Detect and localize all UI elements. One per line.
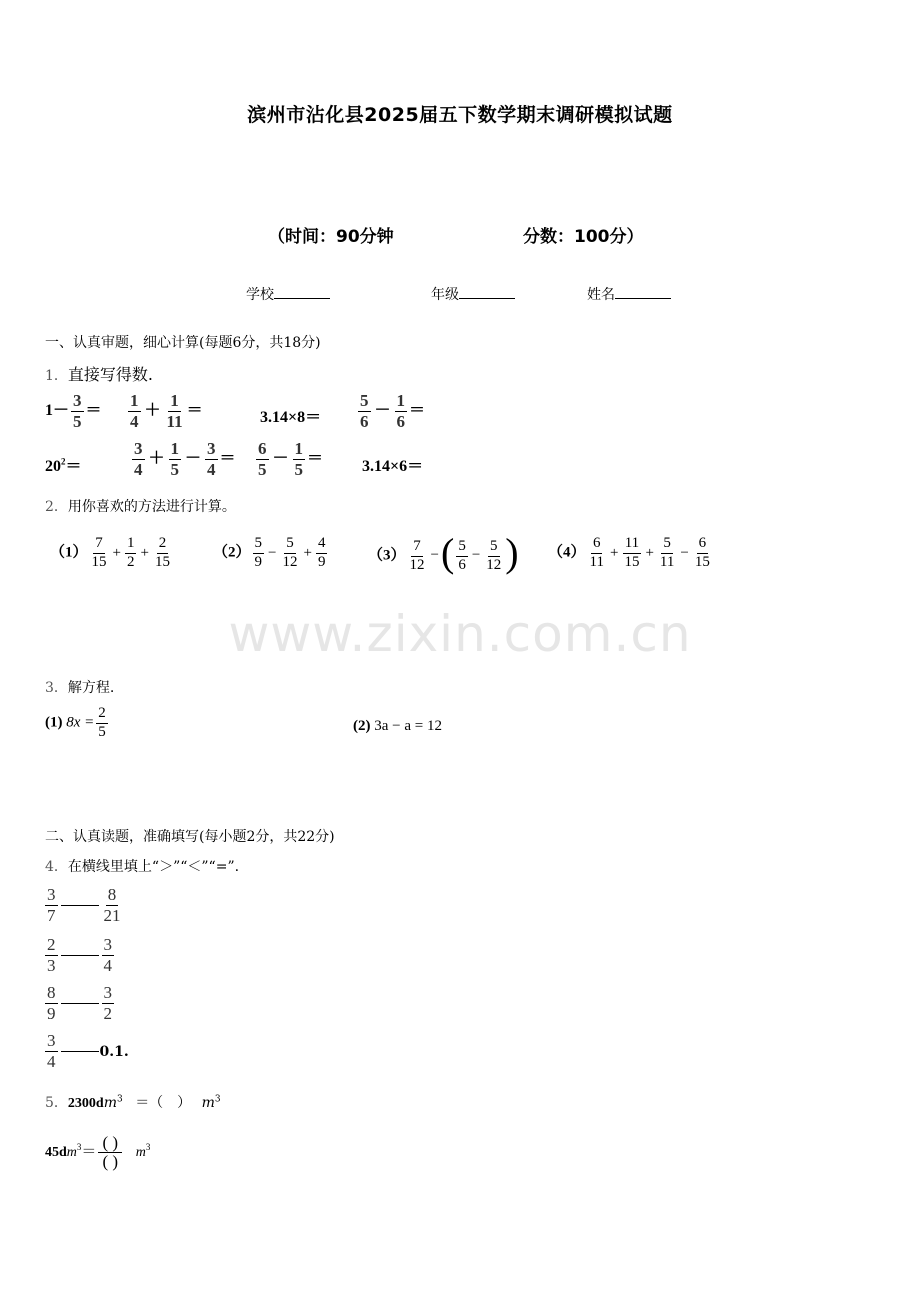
- question-number: 3．: [45, 680, 68, 696]
- operator: +: [140, 544, 149, 561]
- fraction: [205, 440, 218, 479]
- denominator: 15: [694, 553, 710, 570]
- volume-value: 45d: [45, 1144, 67, 1160]
- compare-row: [43, 936, 116, 975]
- numerator: 1: [294, 439, 304, 458]
- school-label: 学校: [246, 287, 274, 303]
- numerator: 8: [107, 885, 117, 904]
- question-number: 5．: [45, 1095, 68, 1111]
- operator: －: [185, 450, 202, 468]
- numerator: 1: [130, 391, 139, 410]
- denominator: 5: [258, 459, 267, 479]
- numerator: 6: [697, 536, 709, 554]
- operator: −: [471, 547, 481, 564]
- equation-label: (2): [353, 718, 371, 734]
- exponent: 3: [76, 1141, 82, 1152]
- expr-text: 1－: [45, 402, 70, 420]
- numerator: 6: [258, 439, 267, 458]
- expr-3: 3.14×8＝: [260, 409, 322, 426]
- question-3: [45, 677, 114, 697]
- numerator: 5: [488, 539, 500, 557]
- operator: −: [430, 547, 439, 564]
- denominator: 5: [294, 459, 304, 479]
- unit: m: [135, 1144, 146, 1160]
- numerator: 1: [170, 391, 179, 410]
- watermark: www.zixin.com.cn: [228, 605, 692, 663]
- fraction: [102, 886, 123, 925]
- equals: ＝: [81, 1143, 97, 1160]
- denominator: 4: [47, 1051, 56, 1071]
- denominator: 11: [589, 553, 604, 570]
- equals: ＝: [186, 402, 203, 420]
- numerator: 3: [47, 885, 56, 904]
- denominator: 4: [103, 955, 112, 975]
- fraction: [622, 536, 641, 571]
- fraction: [293, 440, 306, 479]
- denominator: 5: [170, 459, 180, 479]
- compare-row: [43, 1032, 129, 1071]
- denominator: 4: [130, 411, 139, 431]
- numerator: 6: [591, 536, 603, 554]
- calc-label: （1）: [50, 544, 88, 561]
- equation-2: [353, 718, 442, 735]
- grade-label: 年级: [431, 287, 459, 303]
- numerator: 2: [47, 935, 56, 954]
- equals: ＝: [85, 402, 102, 420]
- answer-blank[interactable]: [61, 1051, 99, 1052]
- page-title: 滨州市沾化县2025届五下数学期末调研模拟试题: [247, 104, 673, 126]
- fraction: [316, 536, 328, 571]
- equation-lhs: 8x =: [66, 714, 95, 731]
- denominator: 2: [126, 553, 135, 570]
- expr-5: [45, 453, 82, 476]
- question-text: 解方程.: [67, 680, 115, 696]
- denominator: 11: [659, 553, 675, 570]
- numerator: 1: [170, 439, 180, 458]
- calc-label: （3）: [368, 547, 406, 564]
- compare-row: [43, 984, 116, 1023]
- numerator: 1: [125, 536, 137, 554]
- fraction: [132, 440, 145, 479]
- operator: −: [268, 544, 277, 561]
- operator: +: [112, 544, 121, 561]
- operator: －: [374, 402, 391, 420]
- numerator: 5: [253, 536, 265, 554]
- denominator: 3: [47, 955, 56, 975]
- denominator: 21: [103, 905, 121, 925]
- equation-expr: 3a − a = 12: [374, 718, 442, 734]
- expr-2: [126, 392, 203, 431]
- numerator: 5: [284, 536, 296, 554]
- numerator: 11: [623, 536, 641, 554]
- denominator: 15: [624, 553, 640, 570]
- name-blank[interactable]: [615, 284, 671, 299]
- calc-3: [368, 530, 519, 576]
- question-text: 用你喜欢的方法进行计算。: [67, 499, 236, 515]
- question-number: 1．: [45, 368, 68, 384]
- equals: ＝: [307, 450, 324, 468]
- operator: ＋: [144, 402, 161, 420]
- compare-row: [43, 886, 125, 925]
- numerator: 3: [103, 935, 112, 954]
- fraction: [45, 984, 58, 1023]
- fraction: [45, 886, 58, 925]
- fraction: [96, 706, 108, 741]
- question-text: 在横线里填上“＞”“＜”“=”.: [67, 859, 240, 875]
- answer-blank[interactable]: [61, 905, 99, 906]
- left-paren: (: [440, 530, 455, 575]
- equals: ＝: [219, 450, 236, 468]
- answer-blank[interactable]: ＝（ ）: [135, 1095, 192, 1111]
- fraction: [395, 392, 408, 431]
- fraction: [456, 539, 468, 574]
- denominator: 6: [458, 556, 466, 573]
- section-2-heading: 二、认真读题，准确填写(每小题2分，共22分): [45, 829, 335, 845]
- exponent: 3: [117, 1094, 123, 1105]
- denominator: 12: [486, 556, 502, 573]
- denominator: 9: [254, 553, 263, 570]
- answer-blank[interactable]: [61, 955, 99, 956]
- operator: －: [272, 450, 289, 468]
- expr-4: [356, 392, 425, 431]
- question-5-line-2: [45, 1134, 150, 1171]
- fraction: [408, 539, 427, 574]
- name-field: [587, 284, 671, 304]
- fraction: [169, 440, 182, 479]
- denominator: 7: [47, 905, 56, 925]
- score-info: 分数：100分）: [523, 227, 644, 247]
- denominator: 4: [207, 459, 216, 479]
- numerator: 7: [93, 536, 105, 554]
- fraction: [253, 536, 265, 571]
- fraction: [256, 440, 269, 479]
- operator: +: [609, 544, 619, 561]
- denominator: 12: [282, 553, 298, 570]
- fraction: [280, 536, 299, 571]
- school-blank[interactable]: [274, 284, 330, 299]
- operator: ＋: [148, 450, 165, 468]
- operator: +: [645, 544, 654, 561]
- right-paren: ): [505, 530, 519, 575]
- fraction: [102, 984, 115, 1023]
- fraction: [588, 536, 606, 571]
- unit: m: [201, 1095, 215, 1111]
- denominator: 5: [73, 411, 82, 431]
- fraction-blank[interactable]: [98, 1134, 122, 1171]
- denominator: 5: [98, 723, 106, 740]
- compare-value: 0.1.: [99, 1043, 129, 1060]
- numerator: 5: [661, 536, 673, 554]
- numerator: 3: [73, 391, 82, 410]
- grade-blank[interactable]: [459, 284, 515, 299]
- operator: +: [303, 544, 312, 561]
- equation-label: (1): [45, 714, 63, 731]
- answer-blank[interactable]: [61, 1003, 99, 1004]
- numerator-blank[interactable]: ( ): [98, 1134, 122, 1153]
- equals: ＝: [65, 458, 82, 475]
- unit: m: [66, 1144, 77, 1160]
- denominator: 9: [47, 1003, 56, 1023]
- exponent: 3: [214, 1094, 221, 1105]
- numerator: 7: [411, 539, 423, 557]
- exponent: 3: [145, 1141, 151, 1152]
- base: 20: [45, 458, 61, 475]
- grade-field: [431, 284, 515, 304]
- numerator: 5: [456, 539, 468, 557]
- numerator: 2: [157, 536, 169, 554]
- expr-1: [45, 392, 102, 431]
- calc-label: （2）: [213, 544, 251, 561]
- fraction: [693, 536, 712, 571]
- denominator: 12: [409, 556, 425, 573]
- calc-2: [213, 536, 329, 571]
- school-field: [246, 284, 330, 304]
- numerator: 3: [134, 439, 143, 458]
- fraction: [125, 536, 137, 571]
- question-1: [45, 362, 153, 385]
- fraction: [153, 536, 172, 571]
- numerator: 4: [316, 536, 328, 554]
- name-label: 姓名: [587, 287, 615, 303]
- calc-1: [50, 536, 174, 571]
- expr-8: 3.14×6＝: [362, 458, 424, 475]
- denominator: 6: [396, 411, 406, 431]
- denominator: 15: [154, 553, 170, 570]
- fraction: [45, 936, 58, 975]
- equation-1: [45, 706, 110, 741]
- fraction: [484, 539, 503, 574]
- denominator: 15: [91, 553, 107, 570]
- question-number: 4．: [45, 859, 68, 875]
- exponent: 2: [61, 456, 66, 467]
- operator: −: [680, 544, 689, 561]
- calc-4: [548, 536, 714, 571]
- denominator: 4: [134, 459, 143, 479]
- question-5: [45, 1092, 221, 1112]
- volume-value: 2300d: [67, 1096, 104, 1111]
- numerator: 3: [47, 1031, 56, 1050]
- fraction: [102, 936, 115, 975]
- denominator: 6: [360, 411, 369, 431]
- section-1-heading: 一、认真审题，细心计算(每题6分，共18分): [45, 335, 321, 351]
- numerator: 2: [96, 706, 108, 724]
- denominator: 11: [166, 411, 183, 431]
- numerator: 8: [47, 983, 56, 1002]
- equals: ＝: [409, 402, 426, 420]
- fraction: [90, 536, 109, 571]
- fraction: [358, 392, 371, 431]
- denominator: 9: [317, 553, 326, 570]
- fraction: [71, 392, 84, 431]
- time-info: （时间：90分钟: [268, 227, 394, 247]
- denominator-blank[interactable]: ( ): [102, 1151, 119, 1171]
- denominator: 2: [103, 1003, 112, 1023]
- expr-6: [130, 440, 236, 479]
- question-text: 直接写得数.: [67, 365, 154, 384]
- numerator: 3: [207, 439, 216, 458]
- numerator: 3: [103, 983, 112, 1002]
- unit: m: [103, 1095, 117, 1111]
- expr-7: [254, 440, 323, 479]
- question-number: 2．: [45, 499, 68, 515]
- fraction: [165, 392, 185, 431]
- calc-label: （4）: [548, 544, 586, 561]
- numerator: 5: [360, 391, 369, 410]
- fraction: [45, 1032, 58, 1071]
- fraction: [658, 536, 676, 571]
- question-4: [45, 856, 239, 876]
- numerator: 1: [396, 391, 406, 410]
- question-2: [45, 496, 236, 516]
- fraction: [128, 392, 141, 431]
